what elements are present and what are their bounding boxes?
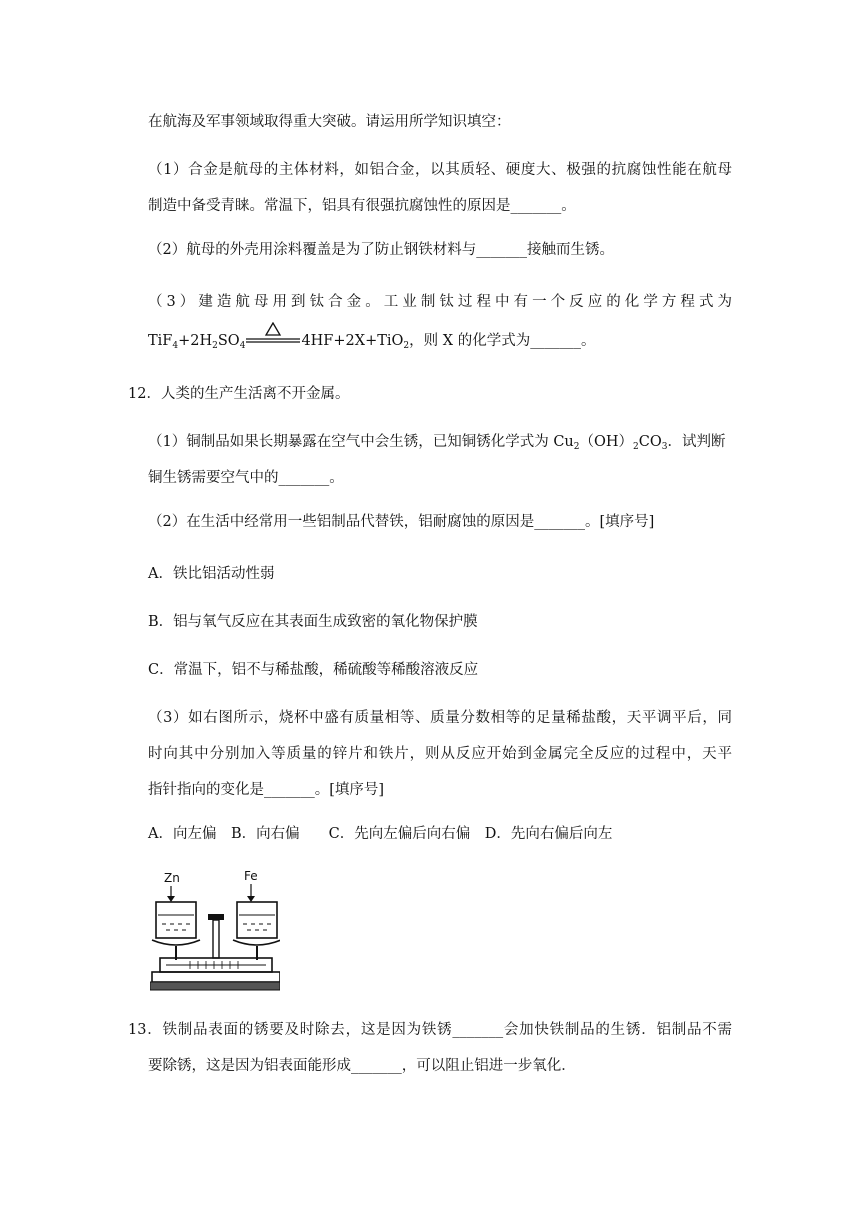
q12-part1-text: （1）铜制品如果长期暴露在空气中会生锈，已知铜锈化学式为 Cu	[148, 434, 574, 450]
q13-line2: 要除锈，这是因为铝表面能形成_______，可以阻止铝进一步氧化．	[148, 1058, 576, 1074]
chemical-equation	[148, 328, 595, 351]
q11-part2: （2）航母的外壳用涂料覆盖是为了防止钢铁材料与_______接触而生锈。	[148, 242, 614, 258]
eq-question: ，则 X 的化学式为_______。	[409, 333, 596, 349]
balance-scale-icon	[150, 868, 280, 998]
q11-part3-line1: （3）建造航母用到钛合金。工业制钛过程中有一个反应的化学方程式为	[148, 294, 732, 310]
formula-subscript: 2	[633, 442, 639, 452]
q12-part3-options: A．向左偏 B．向右偏 C．先向左偏后向右偏 D．先向右偏后向左	[148, 826, 613, 842]
q12-part1-text-end: ．试判断	[667, 434, 726, 450]
eq-products: 4HF+2X+TiO	[301, 333, 404, 349]
q12-option-b: B．铝与氧气反应在其表面生成致密的氧化物保护膜	[148, 614, 478, 630]
balance-diagram	[150, 868, 280, 998]
q12-option-c: C．常温下，铝不与稀盐酸，稀硫酸等稀酸溶液反应	[148, 662, 479, 678]
q12-title: 12．人类的生产生活离不开金属。	[128, 386, 350, 402]
q13-line1: 13．铁制品表面的锈要及时除去，这是因为铁锈_______会加快铁制品的生锈．铝制品不需	[128, 1022, 732, 1038]
q12-option-a: A．铁比铝活动性弱	[148, 566, 275, 582]
intro-text: 在航海及军事领域取得重大突破。请运用所学知识填空：	[148, 114, 511, 130]
q12-part1-line2: 铜生锈需要空气中的_______。	[148, 470, 344, 486]
eq-subscript: 4	[239, 341, 246, 351]
formula-part: （OH）	[579, 434, 634, 450]
label-fe: Fe	[244, 869, 258, 883]
q12-part2: （2）在生活中经常用一些铝制品代替铁，铝耐腐蚀的原因是_______。[填序号]	[148, 514, 655, 530]
eq-subscript: 2	[212, 341, 218, 351]
eq-reactant-so: SO	[217, 333, 240, 349]
q12-part1-line1	[148, 432, 732, 452]
q11-part1-line2: 制造中备受青睐。常温下，铝具有很强抗腐蚀性的原因是_______。	[148, 198, 576, 214]
q12-part3-line1: （3）如右图所示，烧杯中盛有质量相等、质量分数相等的足量稀盐酸，天平调平后，同	[148, 710, 732, 726]
heating-condition-sign	[245, 328, 301, 348]
formula-part: CO	[638, 434, 662, 450]
q11-part1-line1: （1）合金是航母的主体材料，如铝合金，以其质轻、硬度大、极强的抗腐蚀性能在航母	[148, 162, 732, 178]
triangle-equals-icon	[245, 322, 301, 348]
eq-reactant-h2so4: +2H	[178, 333, 213, 349]
eq-reactant-tif: TiF	[148, 333, 173, 349]
formula-subscript: 2	[573, 442, 580, 452]
q12-part3-line3: 指针指向的变化是_______。[填序号]	[148, 782, 385, 798]
q12-part3-line2: 时向其中分别加入等质量的锌片和铁片，则从反应开始到金属完全反应的过程中，天平	[148, 746, 732, 762]
eq-subscript: 4	[172, 341, 179, 351]
label-zn: Zn	[164, 871, 180, 885]
formula-subscript: 3	[661, 442, 668, 452]
eq-subscript: 2	[403, 341, 410, 351]
